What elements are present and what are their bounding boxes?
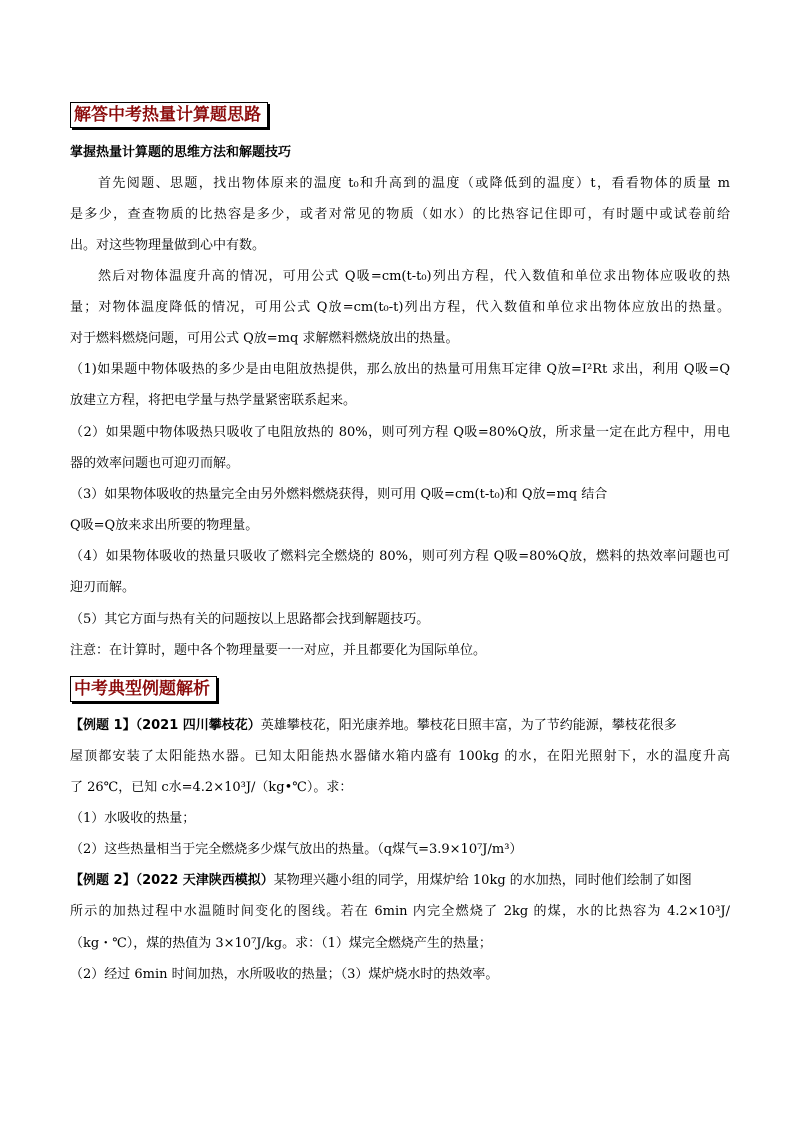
note: 注意：在计算时，题中各个物理量要一一对应，并且都要化为国际单位。 xyxy=(70,643,487,658)
paragraph-line: 首先阅题、思题，找出物体原来的温度 t₀和升高到的温度（或降低到的温度）t，看看物体的质量 m xyxy=(98,176,730,191)
list-item: 迎刃而解。 xyxy=(70,580,136,595)
example-1-line xyxy=(70,716,730,736)
example-2-line: （2）经过 6min 时间加热，水所吸收的热量；（3）煤炉烧水时的热效率。 xyxy=(70,967,499,982)
paragraph-line: 对于燃料燃烧问题，可用公式 Q放=mq 求解燃料燃烧放出的热量。 xyxy=(70,331,459,346)
example-1-line: （2）这些热量相当于完全燃烧多少煤气放出的热量。（q煤气=3.9×10⁷J/m³） xyxy=(70,842,523,857)
example-1-line: 屋顶都安装了太阳能热水器。已知太阳能热水器储水箱内盛有 100kg 的水，在阳光照射下，水的温度升高 xyxy=(70,749,730,764)
paragraph-line: 量；对物体温度降低的情况，可用公式 Q放=cm(t₀-t)列出方程，代入数值和单位求出物体应放出的热量。 xyxy=(70,300,730,315)
example-2-text: 某物理兴趣小组的同学，用煤炉给 10kg 的水加热，同时他们绘制了如图 xyxy=(273,873,692,888)
list-item: （5）其它方面与热有关的问题按以上思路都会找到解题技巧。 xyxy=(70,612,430,627)
paragraph-line: 然后对物体温度升高的情况，可用公式 Q吸=cm(t-t₀)列出方程，代入数值和单位求出物体应吸收的热 xyxy=(98,269,730,284)
list-item: （1)如果题中物体吸热的多少是由电阻放热提供，那么放出的热量可用焦耳定律 Q放=I²Rt 求出，利用 Q吸=Q xyxy=(70,362,730,377)
list-item: 放建立方程，将把电学量与热学量紧密联系起来。 xyxy=(70,393,357,408)
list-item: 器的效率问题也可迎刃而解。 xyxy=(70,456,240,471)
example-2-line: （kg・℃），煤的热值为 3×10⁷J/kg。求：（1）煤完全燃烧产生的热量； xyxy=(70,936,492,951)
example-1-line: 了 26℃，已知 c水=4.2×10³J/（kg•℃）。求： xyxy=(70,780,353,795)
list-item: Q吸=Q放来求出所要的物理量。 xyxy=(70,518,259,533)
example-2-line: 所示的加热过程中水温随时间变化的图线。若在 6min 内完全燃烧了 2kg 的煤，水的比热容为 4.2×10³J/ xyxy=(70,904,730,919)
example-2-tag: 【例题 2】（2022 天津陕西模拟） xyxy=(70,873,274,888)
example-1-line: （1）水吸收的热量； xyxy=(70,811,196,826)
paragraph-line: 出。对这些物理量做到心中有数。 xyxy=(70,238,266,253)
list-item: （4）如果物体吸收的热量只吸收了燃料完全燃烧的 80%，则可列方程 Q吸=80%Q放，燃料的热效率问题也可 xyxy=(70,549,730,564)
example-1-tag: 【例题 1】（2021 四川攀枝花） xyxy=(70,718,261,733)
list-item: （3）如果物体吸收的热量完全由另外燃料燃烧获得，则可用 Q吸=cm(t-t₀)和 Q放=mq 结合 xyxy=(70,487,608,502)
paragraph-line: 是多少，查查物质的比热容是多少，或者对常见的物质（如水）的比热容记住即可，有时题中或试卷前给 xyxy=(70,207,730,222)
subheading: 掌握热量计算题的思维方法和解题技巧 xyxy=(70,145,292,160)
section-heading-examples: 中考典型例题解析 xyxy=(70,676,217,702)
example-2-line xyxy=(70,871,730,891)
section-heading-thinking: 解答中考热量计算题思路 xyxy=(70,102,268,128)
example-1-text: 英雄攀枝花，阳光康养地。攀枝花日照丰富，为了节约能源，攀枝花很多 xyxy=(260,718,677,733)
list-item: （2）如果题中物体吸热只吸收了电阻放热的 80%，则可列方程 Q吸=80%Q放，所求量一定在此方程中，用电 xyxy=(70,425,730,440)
